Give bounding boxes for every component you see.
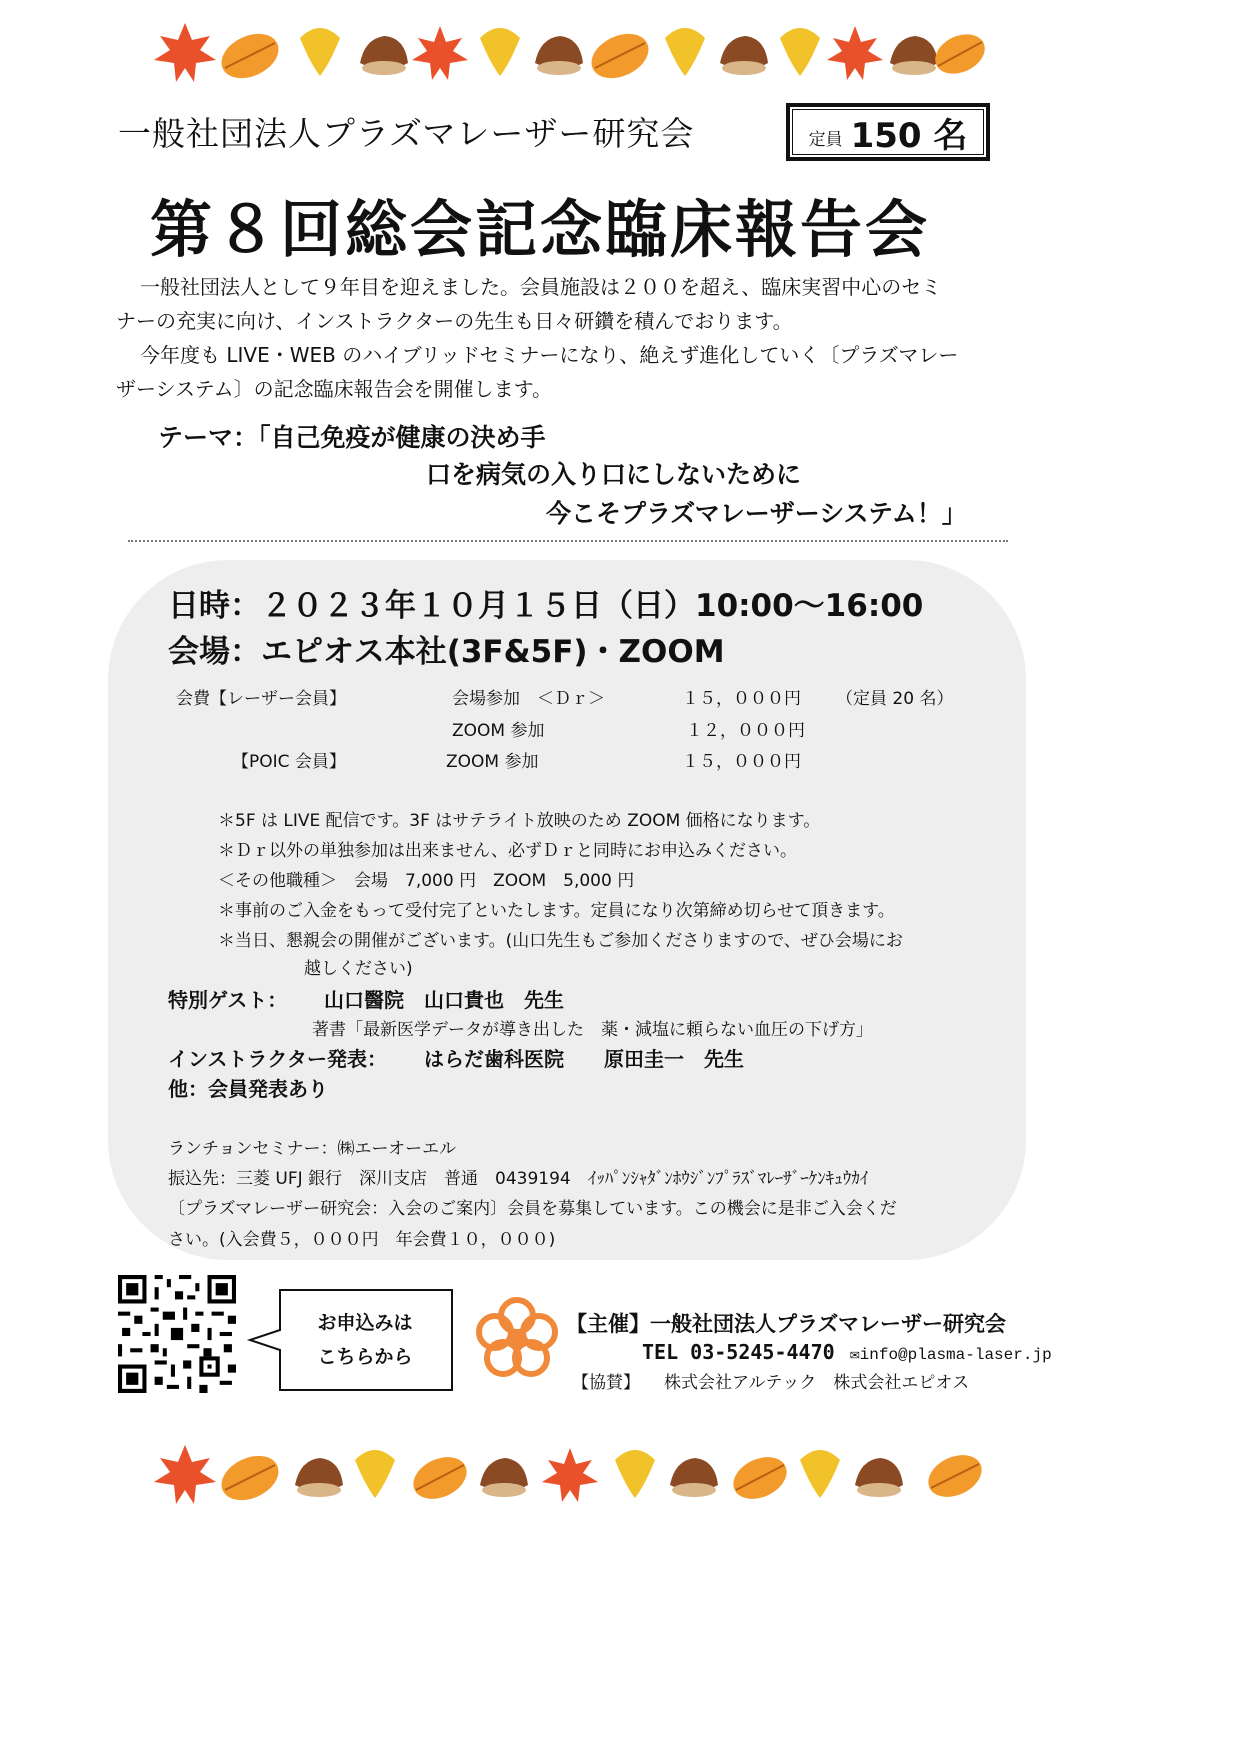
intro-line: ナーの充実に向け、インストラクターの先生も日々研鑽を積んでおります。 [116, 309, 793, 333]
yellow-ginkgo-leaf-icon [780, 28, 820, 76]
fee-price: １５，０００円 [682, 689, 801, 709]
note-line: ＊当日、懇親会の開催がございます。(山口先生もご参加くださりますので、ぜひ会場にお [218, 931, 903, 951]
phone-number[interactable]: TEL 03-5245-4470 [642, 1340, 835, 1364]
note-line: ＜その他職種＞ 会場 7,000 円 ZOOM 5,000 円 [218, 871, 635, 891]
theme-line-2: 口を病気の入り口にしないために [426, 460, 802, 489]
host-organization: 【主催】一般社団法人プラズマレーザー研究会 [566, 1312, 1006, 1336]
fee-member-label: 会費【レーザー会員】 [176, 689, 346, 709]
yellow-ginkgo-leaf-icon [665, 28, 705, 76]
special-guest-book: 著書「最新医学データが導き出した 薬・減塩に頼らない血圧の下げ方」 [312, 1020, 873, 1040]
bank-transfer-info: 振込先：三菱 UFJ 銀行 深川支店 普通 0439194 ｲｯﾊﾟﾝｼｬﾀﾞﾝﾎｳｼﾞﾝﾌﾟﾗｽﾞﾏﾚｰｻﾞｰｹﾝｷｭｳｶｲ [168, 1169, 869, 1189]
apply-line: お申込みは [317, 1312, 413, 1334]
intro-line: ザーシステム〕の記念臨床報告会を開催します。 [116, 377, 552, 401]
event-datetime: 日時：２０２３年１０月１５日（日）10:00～16:00 [168, 588, 924, 624]
note-line: ＊5F は LIVE 配信です。3F はサテライト放映のため ZOOM 価格になります。 [218, 811, 821, 831]
note-line: ＊事前のご入金をもって受付完了といたします。定員になり次第締め切らせて頂きます。 [218, 901, 895, 921]
intro-line: 一般社団法人として９年目を迎えました。会員施設は２００を超え、臨床実習中心のセミ [140, 275, 942, 299]
fee-member-label: 【POIC 会員】 [232, 752, 346, 772]
fee-type: ZOOM 参加 [446, 752, 539, 772]
membership-info: 〔プラズマレーザー研究会：入会のご案内〕会員を募集しています。この機会に是非ご入会くだ [168, 1199, 897, 1219]
fee-price: １５，０００円 [682, 752, 801, 772]
other-presentations: 他：会員発表あり [168, 1077, 328, 1101]
theme-line-3: 今こそプラズマレーザーシステム！」 [546, 499, 967, 528]
orange-leaf-icon [214, 1447, 285, 1509]
theme-line-1: テーマ：「自己免疫が健康の決め手 [158, 423, 546, 452]
sponsor-names: 株式会社アルテック 株式会社エピオス [664, 1373, 970, 1393]
orange-leaf-icon [407, 1449, 474, 1507]
yellow-ginkgo-leaf-icon [615, 1450, 655, 1498]
organizer-name: 一般社団法人プラズマレーザー研究会 [118, 114, 695, 153]
intro-line: 今年度も LIVE・WEB のハイブリッドセミナーになり、絶えず進化していく〔プラズマレー [140, 343, 959, 367]
event-title: 第８回総会記念臨床報告会 [150, 193, 931, 266]
apply-line: こちらから [317, 1346, 413, 1368]
fee-type: 会場参加 ＜Ｄｒ＞ [452, 689, 605, 709]
autumn-leaf-border-bottom [150, 1440, 990, 1510]
orange-leaf-icon [727, 1449, 794, 1507]
fee-type: ZOOM 参加 [452, 721, 545, 741]
apply-here-text[interactable] [290, 1306, 440, 1374]
fee-note: （定員 20 名） [836, 689, 954, 709]
special-guest-label: 特別ゲスト： [168, 988, 288, 1012]
capacity-label: 定員 [808, 129, 843, 150]
red-maple-leaf-icon [154, 1445, 216, 1504]
red-maple-leaf-icon [542, 1448, 598, 1502]
red-maple-leaf-icon [412, 26, 468, 80]
note-line: ＊Ｄｒ以外の単独参加は出来ません、必ずＤｒと同時にお申込みください。 [218, 841, 798, 861]
intro-text [116, 270, 1046, 406]
event-venue: 会場：エピオス本社(3F&5F)・ZOOM [168, 634, 725, 670]
chestnut-icon [295, 1458, 343, 1497]
fee-price: １２，０００円 [686, 721, 805, 741]
special-guest-name: 山口醫院 山口貴也 先生 [324, 988, 564, 1012]
yellow-ginkgo-leaf-icon [800, 1450, 840, 1498]
membership-info: さい。(入会費５，０００円 年会費１０，０００) [168, 1230, 556, 1250]
orange-leaf-icon [922, 1447, 989, 1505]
sponsor-label: 【協賛】 [572, 1373, 640, 1393]
chestnut-icon [670, 1458, 718, 1497]
orange-leaf-icon [584, 25, 655, 87]
email-address[interactable]: ✉info@plasma-laser.jp [850, 1346, 1052, 1364]
chestnut-icon [360, 36, 408, 75]
chestnut-icon [720, 36, 768, 75]
orange-leaf-icon [929, 27, 990, 82]
capacity-value: 150 名 [850, 115, 968, 156]
yellow-ginkgo-leaf-icon [300, 28, 340, 76]
luncheon-seminar: ランチョンセミナー：㈱エーオーエル [168, 1139, 457, 1159]
section-divider [128, 540, 1008, 542]
capacity-badge [786, 103, 990, 161]
yellow-ginkgo-leaf-icon [480, 28, 520, 76]
red-maple-leaf-icon [154, 23, 216, 82]
yellow-ginkgo-leaf-icon [355, 1450, 395, 1498]
organization-logo-icon [474, 1296, 560, 1382]
red-maple-leaf-icon [827, 26, 883, 80]
instructor-name: はらだ歯科医院 原田圭一 先生 [424, 1047, 744, 1071]
orange-leaf-icon [214, 25, 285, 87]
instructor-label: インストラクター発表： [168, 1047, 387, 1071]
chestnut-icon [480, 1458, 528, 1497]
qr-code[interactable] [118, 1275, 236, 1393]
chestnut-icon [535, 36, 583, 75]
note-line: 越しください) [304, 959, 413, 979]
chestnut-icon [890, 36, 938, 75]
autumn-leaf-border-top [150, 18, 990, 88]
chestnut-icon [855, 1458, 903, 1497]
